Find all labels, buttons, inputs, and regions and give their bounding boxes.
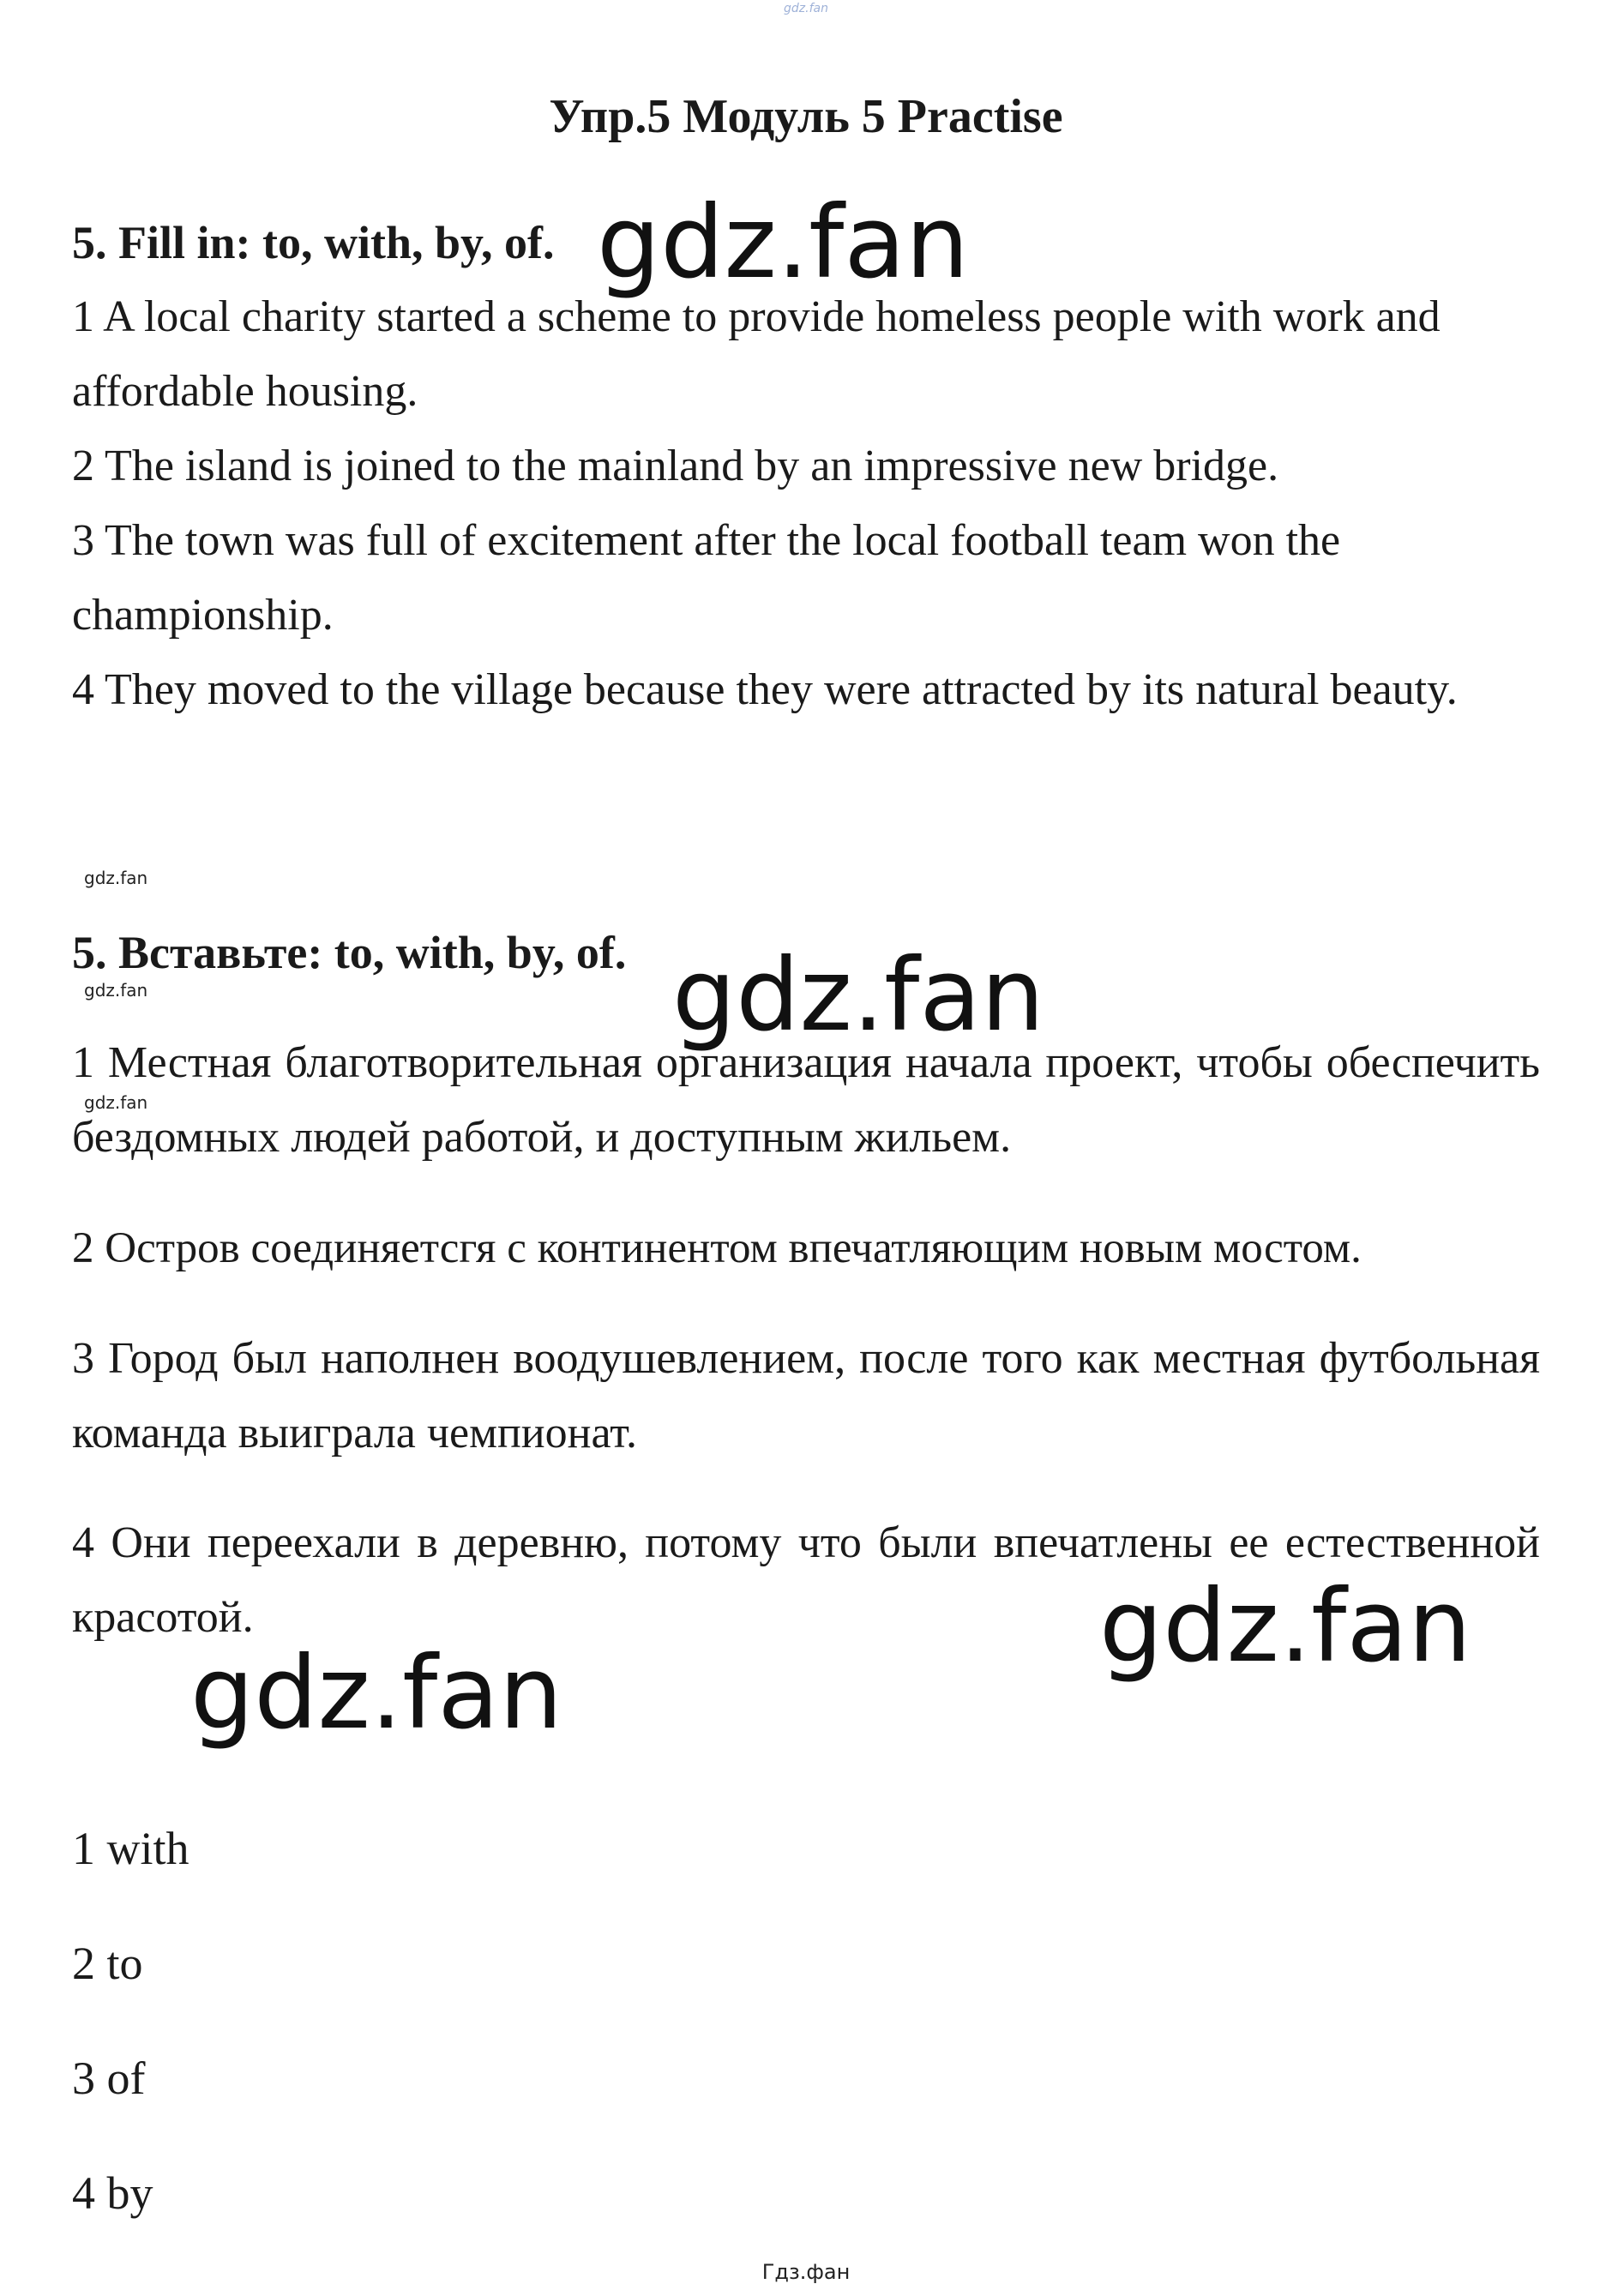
english-sentence-2: 2 The island is joined to the mainland by an impressive new bridge.	[72, 442, 1279, 490]
watermark-big: gdz.fan	[597, 183, 970, 301]
russian-sentence-2: 2 Остров соединяетсгя с континентом впечатляющим новым мостом.	[72, 1224, 1362, 1272]
watermark-small: gdz.fan	[84, 980, 148, 1001]
russian-heading: 5. Вставьте: to, with, by, of.	[72, 927, 627, 978]
answer-2: 2 to	[72, 1938, 143, 1989]
english-sentence-3: 3 The town was full of excitement after the local football team won the championship.	[72, 516, 1341, 640]
answer-3: 3 of	[72, 2053, 146, 2104]
english-heading: 5. Fill in: to, with, by, of.	[72, 217, 555, 268]
answer-4: 4 by	[72, 2167, 153, 2219]
watermark-small: gdz.fan	[84, 1092, 148, 1113]
footer-watermark: Гдз.фан	[761, 2260, 851, 2284]
watermark-big: gdz.fan	[1099, 1567, 1472, 1685]
watermark-small: gdz.fan	[84, 868, 148, 888]
russian-sentence-1: 1 Местная благотворительная организация начала проект, чтобы обеспечить бездомных людей работой, и доступным жильем.	[72, 1038, 1540, 1162]
russian-sentence-4: 4 Они переехали в деревню, потому что были впечатлены ее естественной красотой.	[72, 1518, 1540, 1642]
page-title: Упр.5 Модуль 5 Practise	[549, 90, 1063, 143]
watermark-big: gdz.fan	[672, 936, 1045, 1054]
answer-1: 1 with	[72, 1823, 189, 1874]
watermark-big: gdz.fan	[190, 1634, 563, 1752]
russian-sentence-3: 3 Город был наполнен воодушевлением, после того как местная футбольная команда выиграла чемпионат.	[72, 1334, 1540, 1458]
english-sentence-4: 4 They moved to the village because they were attracted by its natural beauty.	[72, 665, 1458, 714]
top-watermark: gdz.fan	[784, 2, 828, 15]
english-sentence-1: 1 A local charity started a scheme to provide homeless people with work and affordable housing.	[72, 292, 1441, 416]
